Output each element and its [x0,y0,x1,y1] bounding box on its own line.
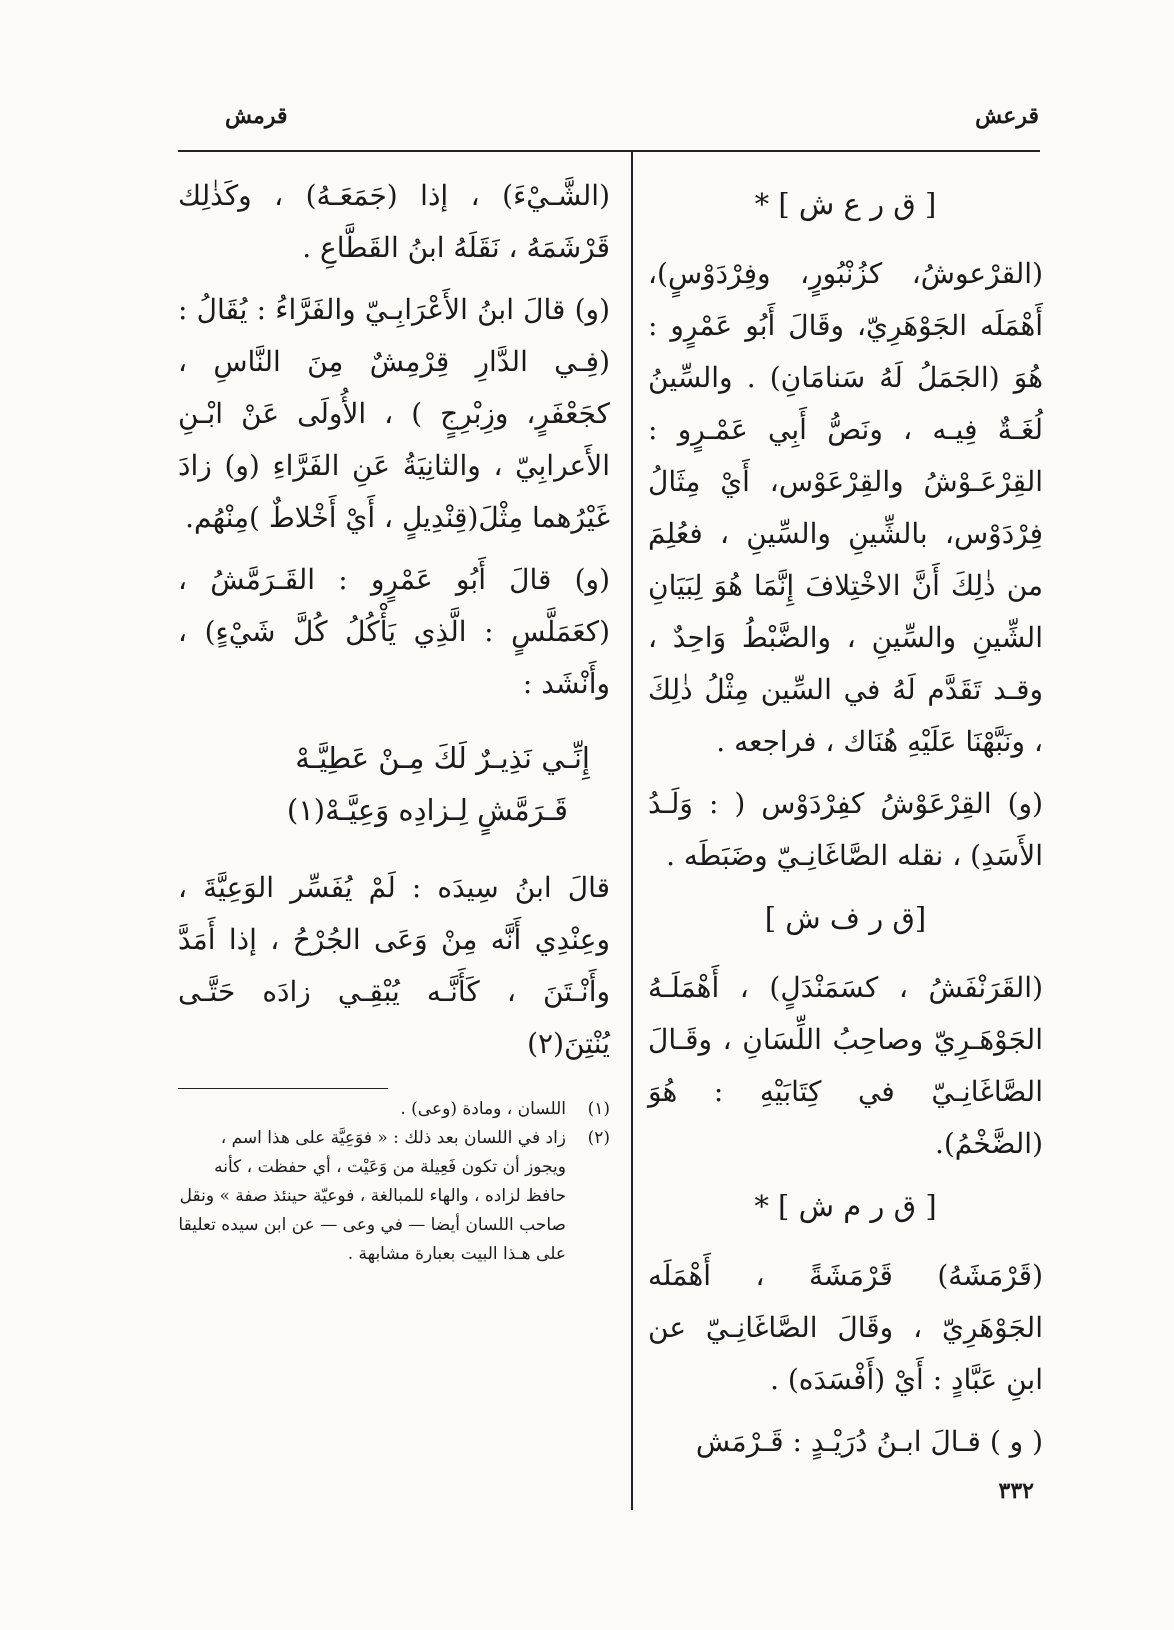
verse-line: إِنِّـي نَذِيـرٌ لَكَ مِـنْ عَطِيَّـهْ [295,741,590,775]
paragraph: (القَرَنْفَشُ ، كسَمَنْدَلٍ) ، أَهْمَلَـهُ الجَوْهَـرِيّ وصاحِبُ اللِّسَانِ ، وقَـالَ الصَّاغَانِـيّ في كِتَابَيْهِ : هُوَ (الضَّخْمُ). [648,971,1043,1160]
paragraph: (و) قالَ ابنُ الأَعْرَابِـيّ والفَرَّاءُ : يُقَالُ :(فِـي الدَّارِ قِرْمِشٌ مِنَ النَّاسِ ، كجَعْفَرٍ، وزِبْرِجٍ ) ، الأُولَى عَنْ ابْـنِ الأَعرابِيّ ، والثانِيَةُ عَنِ الفَرَّاءِ (و) زادَ غَيْرُهما مِثْلَ(قِنْدِيلٍ ، أَيْ أَخْلاطٌ )مِنْهُم. [178,293,610,534]
paragraph: (قَرْمَشَهُ) قَرْمَشَةً ، أَهْمَلَه الجَوْهَرِيّ ، وقَالَ الصَّاغَانِـيّ عن ابنِ عَبَّادٍ : أَيْ (أَفْسَدَه) . [648,1259,1043,1396]
footnote-number: (١) [587,1099,610,1119]
footnote-text: زاد في اللسان بعد ذلك : « فوَعِيَّة على هذا اسم ، ويجوز أن تكون فَعِيلة من وَعَيْت ، أي حفظت ، كأنه حافظ لزاده ، والهاء للمبالغة ، فوعيّة حينئذ صفة » ونقل صاحب اللسان أيضا — في وعى — عن ابن سيده تعليقا على هـذا البيت بعبارة مشابهة . [178,1128,566,1264]
poem-verse [178,732,610,836]
left-column [178,170,610,1269]
right-column [648,170,1043,1478]
entry-heading-qrmsh: [ ق ر م ش ] * [754,1189,937,1223]
paragraph: (و) القِرْعَوْشُ كفِرْدَوْس ( : وَلَـدُ الأَسَدِ) ، نقله الصَّاغَانِـيّ وضَبَطَه . [648,787,1043,872]
header-right-word: قرعش [975,103,1039,129]
paragraph: (الشَّـيْءَ) ، إذا (جَمَعَـهُ) ، وكَذٰلِك قَرْشَمَهُ ، نَقَلَهُ ابنُ القَطَّاعِ . [178,179,610,264]
verse-line: قَـرَمَّشٍ لِـزادِه وَعِيَّـهْ(١) [286,793,568,827]
footnote [178,1095,610,1124]
page-number: ٣٣٢ [998,1478,1034,1504]
footnote-number: (٢) [587,1128,610,1148]
footnote [178,1124,610,1269]
header-left-word: قرمش [225,103,288,129]
footnote-text: اللسان ، ومادة (وعى) . [400,1099,566,1119]
entry-heading-qrsh: [ ق ر ع ش ] * [754,187,937,221]
paragraph: (القرْعوشُ، كزُنْبُورٍ، وفِرْدَوْسٍ)، أَهْمَلَه الجَوْهَرِيّ، وقَالَ أَبُو عَمْرٍو : هُوَ (الجَمَلُ لَهُ سَنامَانِ) . والسِّينُ لُغَـةٌ فِيـه ، ونَصُّ أَبِي عَمْـرٍو : القِرْعَـوْشُ والقِرْعَوْس، أَيْ مِثَالُ فِرْدَوْس، بالشِّينِ والسِّينِ ، فعُلِمَ من ذٰلِكَ أَنَّ الاخْتِلافَ إِنَّمَا هُوَ لِبَيَانِ الشِّينِ والسِّينِ ، والضَّبْطُ وَاحِدٌ ، وقـد تَقَدَّم لَهُ في السِّين مِثْلُ ذٰلِكَ ، ونَبَّهْنَا عَلَيْهِ هُنَاك ، فراجعه . [648,257,1043,758]
footnotes [178,1095,610,1269]
footnote-rule [178,1088,388,1089]
paragraph: (و) قالَ أَبُو عَمْرٍو : القَـرَمَّشُ ، (كعَمَلَّسٍ : الَّذِي يَأْكُلُ كُلَّ شَيْءٍ) ، وأَنْشَد : [178,563,610,700]
paragraph: قالَ ابنُ سِيدَه : لَمْ يُفَسِّر الوَعِيَّةَ ، وعِنْدِي أَنَّه مِنْ وَعَى الجُرْحُ ، إذا أَمَدَّ وأَنْـتَنَ ، كَأَنَّـه يُبْقِـي زادَه حَتَّـى يُنْتِنَ(٢) [178,871,610,1060]
paragraph: ( و ) قـالَ ابـنُ دُرَيْـدٍ : قَـرْمَش [695,1425,1043,1458]
column-divider [631,150,633,1510]
header-rule [178,150,1040,152]
entry-heading-qrfsh: [ق ر ف ش ] [764,901,927,935]
